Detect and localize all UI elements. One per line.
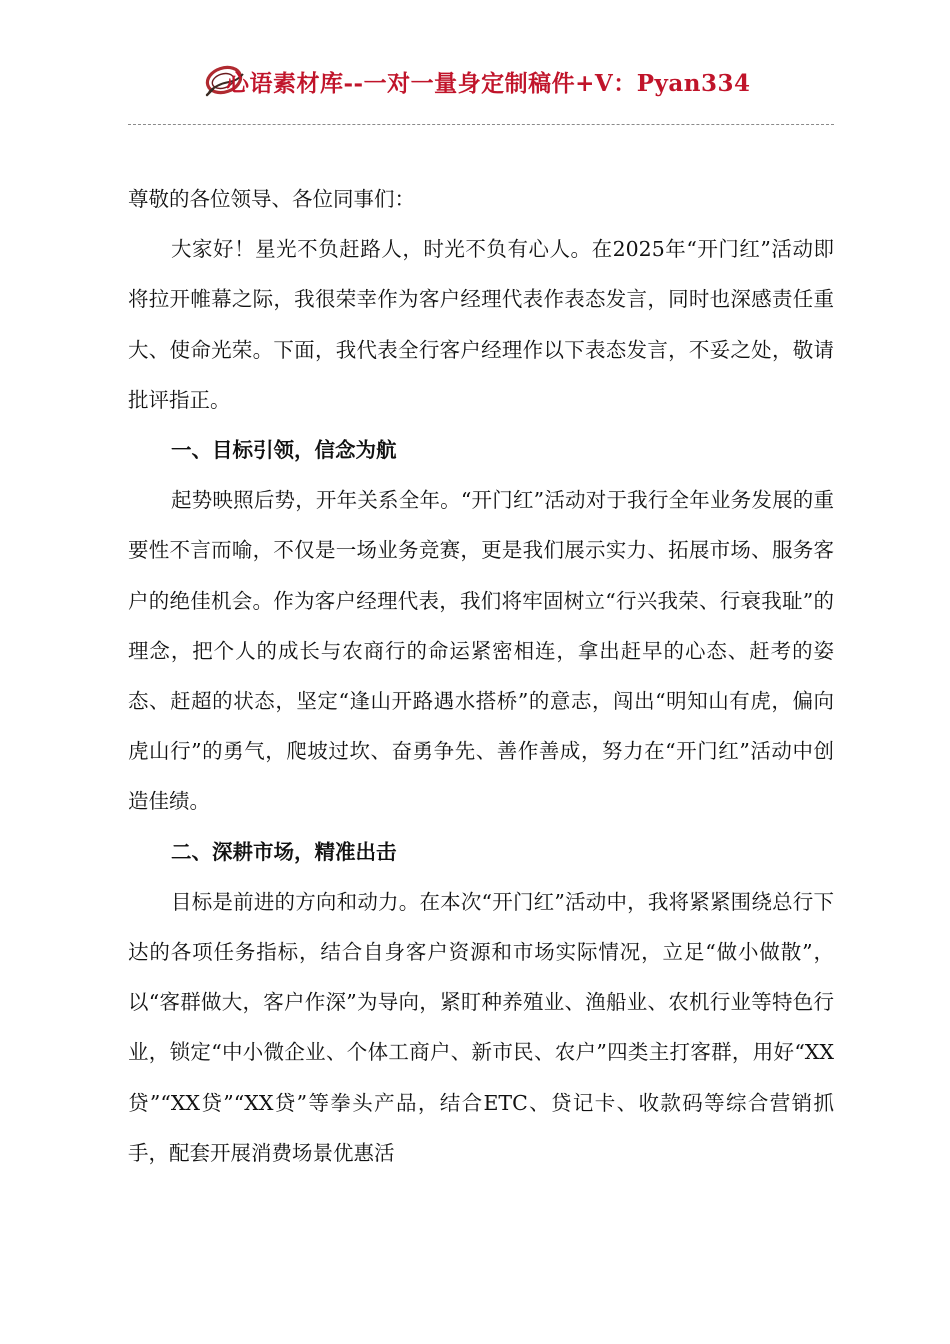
header-divider <box>128 124 834 125</box>
paragraph-opening: 大家好！星光不负赶路人，时光不负有心人。在2025年“开门红”活动即将拉开帷幕之际，我很荣幸作为客户经理代表作表态发言，同时也深感责任重大、使命光荣。下面，我代表全行客户经理作以下表态发言，不妥之处，敬请批评指正。 <box>128 237 834 412</box>
header-title: 心语素材库--一对一量身定制稿件+V：Pyan334 <box>226 70 751 97</box>
salutation: 尊敬的各位领导、各位同事们： <box>128 187 415 211</box>
section-heading-2: 二、深耕市场，精准出击 <box>171 839 397 864</box>
paragraph-section-2: 目标是前进的方向和动力。在本次“开门红”活动中，我将紧紧围绕总行下达的各项任务指标，结合自身客户资源和市场实际情况，立足“做小做散”，以“客群做大，客户作深”为导向，紧盯种养殖业、渔船业、农机行业等特色行业，锁定“中小微企业、个体工商户、新市民、农户”四类主打客群，用好“XX贷”“XX贷”“XX贷”等拳头产品，结合ETC、贷记卡、收款码等综合营销抓手，配套开展消费场景优惠活 <box>128 889 834 1165</box>
document-body <box>128 174 834 1178</box>
paragraph-section-1: 起势映照后势，开年关系全年。“开门红”活动对于我行全年业务发展的重要性不言而喻，不仅是一场业务竞赛，更是我们展示实力、拓展市场、服务客户的绝佳机会。作为客户经理代表，我们将牢固树立“行兴我荣、行衰我耻”的理念，把个人的成长与农商行的命运紧密相连，拿出赶早的心态、赶考的姿态、赶超的状态，坚定“逢山开路遇水搭桥”的意志，闯出“明知山有虎，偏向虎山行”的勇气，爬坡过坎、奋勇争先、善作善成，努力在“开门红”活动中创造佳绩。 <box>128 488 834 814</box>
page-header <box>0 62 950 102</box>
section-heading-1: 一、目标引领，信念为航 <box>171 438 397 463</box>
